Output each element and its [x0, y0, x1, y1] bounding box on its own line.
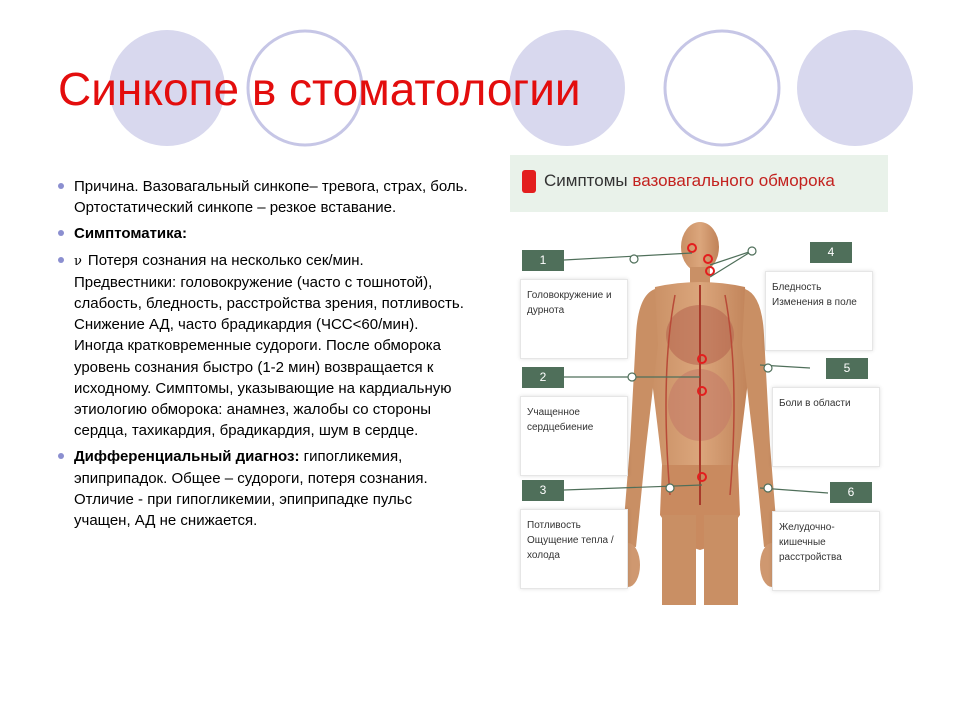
nu-marker: ν [74, 253, 82, 269]
differential-heading: Дифференциальный диагноз: [74, 448, 300, 466]
circle-4 [665, 31, 779, 145]
bullet-dot [58, 230, 64, 236]
bullet-symptoms-heading [58, 223, 468, 244]
bullet-differential [58, 446, 468, 531]
bullet-cause [58, 176, 468, 218]
symptoms-infographic [510, 155, 888, 605]
label-box-2 [520, 396, 628, 476]
bullet-differential-text: гипогликемия, эпиприпадок. Общее – судороги, потеря сознания. Отличие - при гипогликемии, эпиприпадке пульс учащен, АД не снижается. [74, 448, 428, 530]
bullet-dot [58, 453, 64, 459]
label-text-2: Учащенное сердцебиение [527, 407, 594, 433]
bullet-cause-text: Причина. Вазовагальный синкопе– тревога, страх, боль. Ортостатический синкопе – резкое вставание. [74, 178, 468, 217]
infographic-title-accent: вазовагального обморока [632, 171, 835, 190]
label-tab-3: 3 [522, 480, 564, 501]
bullet-symptoms-text: Потеря сознания на несколько сек/мин. Предвестники: головокружение (часто с тошнотой), слабость, бледность, расстройства зрения, потливость. Снижение АД, часто брадикардия (ЧСС<60/мин). Иногда кратковременные судороги. После обморока уровень сознания быстро (1-2 мин) возвращается к исходному. Симптомы, указывающие на кардиальную этиологию обморока: анамнез, жалобы со стороны сердца, тахикардия, брадикардия, шум в сердце. [74, 251, 464, 440]
label-box-5 [772, 387, 880, 467]
label-text-4: Бледность Изменения в поле [772, 282, 857, 308]
slide-title: Синкопе в стоматологии [58, 63, 581, 115]
bullet-dot [58, 183, 64, 189]
bullet-dot [58, 257, 64, 263]
label-tab-4: 4 [810, 242, 852, 263]
label-tab-6: 6 [830, 482, 872, 503]
label-text-1: Головокружение и дурнота [527, 290, 612, 316]
label-box-1 [520, 279, 628, 359]
label-tab-2: 2 [522, 367, 564, 388]
label-tab-5: 5 [826, 358, 868, 379]
label-box-3 [520, 509, 628, 589]
label-box-4 [765, 271, 873, 351]
circle-5 [797, 30, 913, 146]
label-text-5: Боли в области [779, 398, 851, 409]
symptoms-heading: Симптоматика: [74, 225, 187, 243]
slide-body [58, 176, 468, 536]
label-tab-1: 1 [522, 250, 564, 271]
label-text-3: Потливость Ощущение тепла / холода [527, 520, 614, 561]
bullet-symptoms [58, 250, 468, 442]
label-box-6 [772, 511, 880, 591]
infographic-title-plain: Симптомы [544, 171, 633, 190]
label-text-6: Желудочно-кишечные расстройства [779, 522, 842, 563]
